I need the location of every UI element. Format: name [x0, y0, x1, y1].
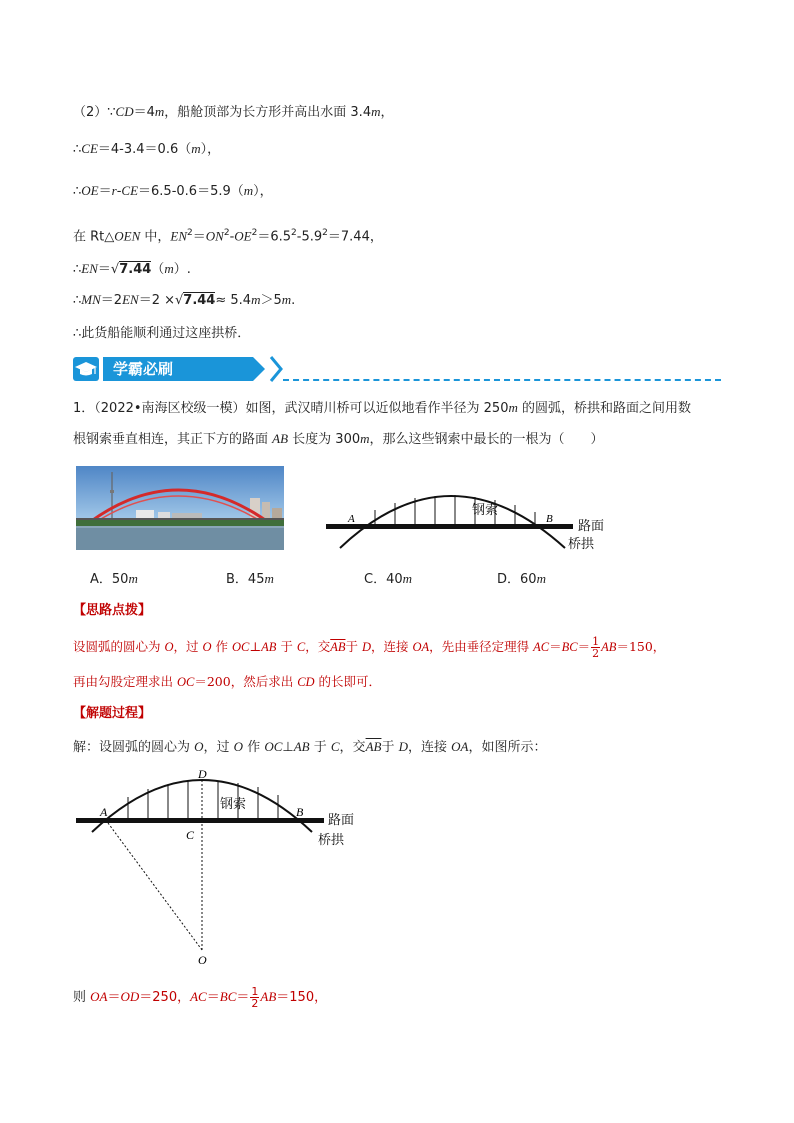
- option-b[interactable]: B．45m: [226, 571, 274, 587]
- bridge-diagram: [320, 484, 620, 554]
- solution-line-1: （2）∵CD＝4m，船舱顶部为长方形并高出水面 3.4m，: [73, 104, 394, 120]
- bridge-photo: [76, 466, 284, 550]
- solution-diagram: [70, 766, 370, 968]
- road-deck: [326, 524, 573, 529]
- label-a2: A: [100, 805, 108, 819]
- cable-label: 钢索: [472, 503, 499, 518]
- label-a: A: [348, 513, 355, 525]
- solution-line-2: ∴CE＝4-3.4＝0.6（m），: [73, 141, 221, 157]
- final-line: 则 OA＝OD＝250，AC＝BC＝ $\frac{1}{2}$ AB＝150，: [73, 985, 328, 1010]
- hint-line-2: 再由勾股定理求出 OC＝200，然后求出 CD 的长即可．: [73, 674, 382, 689]
- solution-cable-label: 钢索: [220, 797, 247, 812]
- solution-line-5: ∴EN＝√7.44（m）.: [73, 261, 191, 277]
- solution-line-6: ∴MN＝2EN＝2 ×√7.44≈ 5.4m＞5m.: [73, 292, 296, 308]
- banner-chevron-icon: [269, 355, 283, 383]
- oa-line: [108, 823, 202, 950]
- option-c[interactable]: C．40m: [364, 571, 413, 587]
- road-label: 路面: [578, 519, 605, 534]
- label-c: C: [186, 828, 195, 842]
- option-d[interactable]: D．60m: [497, 571, 546, 587]
- option-a[interactable]: A．50m: [90, 571, 138, 587]
- graduation-cap-icon: [73, 357, 99, 381]
- banner-divider: [283, 379, 721, 381]
- bridge-arch: [340, 496, 565, 548]
- label-b: B: [546, 513, 553, 525]
- section-banner: [73, 355, 721, 383]
- solution-line-7: ∴此货船能顺利通过这座拱桥．: [73, 326, 251, 341]
- solution-line-3: ∴OE＝r-CE＝6.5-0.6＝5.9（m），: [73, 183, 273, 199]
- label-o: O: [198, 953, 207, 967]
- sqrt-sign: √: [174, 293, 184, 308]
- problem-line-2: 根钢索垂直相连，其正下方的路面 AB 长度为 300m，那么这些钢索中最长的一根为（ ）: [73, 431, 604, 447]
- label-b2: B: [296, 805, 304, 819]
- hint-line-1: 设圆弧的圆心为 O，过 O 作 OC⊥AB 于 C，交$\overline{AB}$于 D，连接 OA，先由垂径定理得 AC＝BC＝ $\frac{1}{2}$ AB＝150，: [73, 635, 666, 660]
- process-header: 【解题过程】: [73, 706, 152, 721]
- banner-arrow: [253, 357, 265, 381]
- arch-label: 桥拱: [568, 537, 595, 552]
- solution-road: [76, 818, 324, 823]
- hint-header: 【思路点拨】: [73, 603, 152, 618]
- solution-cables: [128, 781, 278, 820]
- label-d: D: [198, 767, 207, 781]
- banner-title: 学霸必刷: [113, 360, 174, 378]
- solution-road-label: 路面: [328, 813, 355, 828]
- process-line-1: 解：设圆弧的圆心为 O，过 O 作 OC⊥AB 于 C，交$\overline{AB}$于 D，连接 OA，如图所示：: [73, 739, 547, 755]
- solution-arch-label: 桥拱: [318, 833, 345, 848]
- solution-line-4: 在 Rt△OEN 中，$EN^2=ON^2-OE^2=6.5^2-5.9^2=7.44$，: [73, 228, 383, 245]
- problem-line-1: 1．（2022•南海区校级一模）如图，武汉晴川桥可以近似地看作半径为 250m 的圆弧，桥拱和路面之间用数: [73, 400, 691, 416]
- sqrt-sign: √: [110, 262, 120, 277]
